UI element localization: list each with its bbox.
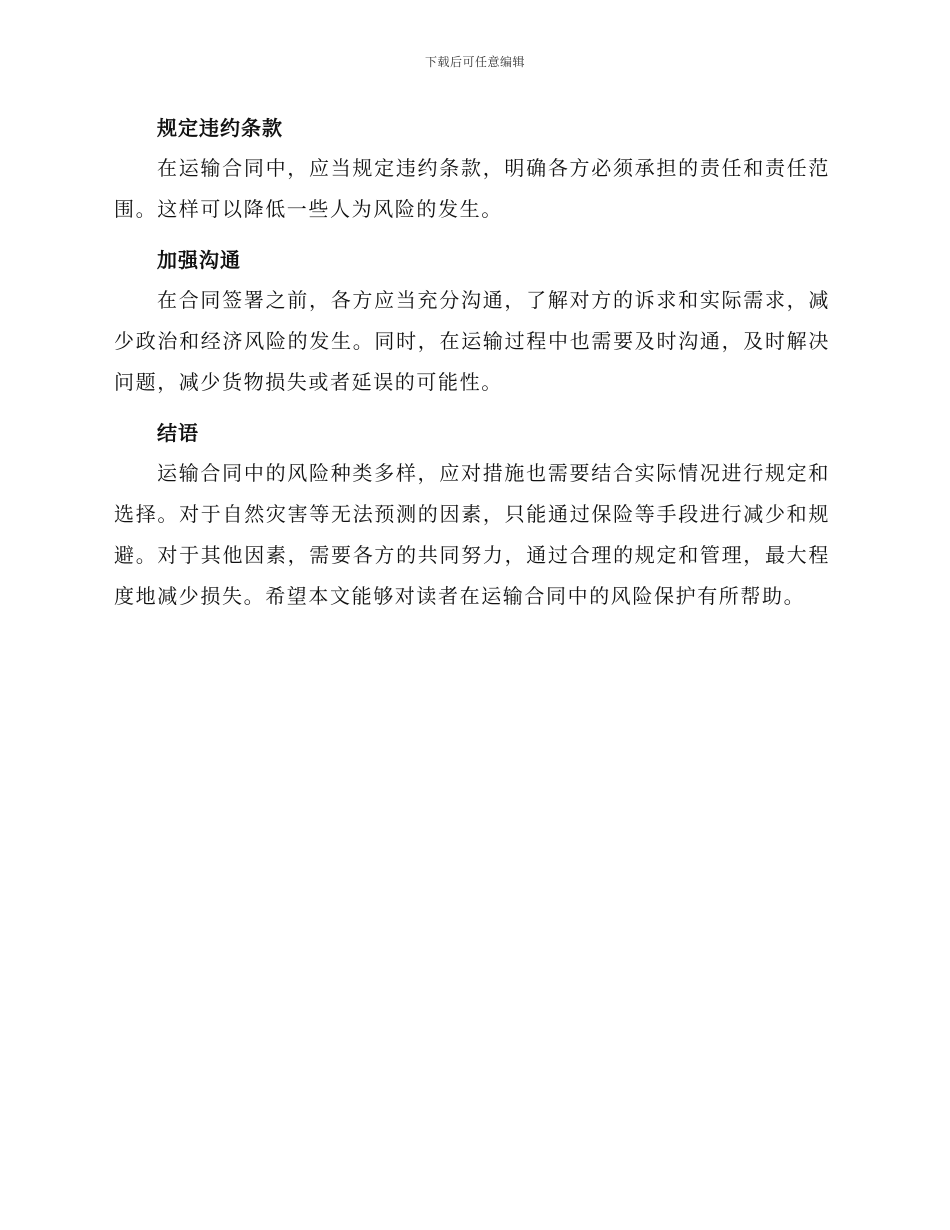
- document-body: [114, 108, 830, 625]
- section-communication: [114, 240, 830, 403]
- section-conclusion: [114, 413, 830, 617]
- section-heading: 规定违约条款: [157, 116, 283, 140]
- running-header: 下载后可任意编辑: [424, 55, 525, 69]
- section-paragraph: 在合同签署之前，各方应当充分沟通，了解对方的诉求和实际需求，减少政治和经济风险的发生。同时，在运输过程中也需要及时沟通，及时解决问题，减少货物损失或者延误的可能性。: [114, 288, 830, 394]
- section-paragraph: 运输合同中的风险种类多样，应对措施也需要结合实际情况进行规定和选择。对于自然灾害等无法预测的因素，只能通过保险等手段进行减少和规避。对于其他因素，需要各方的共同努力，通过合理的规定和管理，最大程度地减少损失。希望本文能够对读者在运输合同中的风险保护有所帮助。: [114, 461, 830, 608]
- section-heading: 加强沟通: [157, 248, 241, 272]
- section-heading: 结语: [157, 421, 199, 445]
- section-paragraph: 在运输合同中，应当规定违约条款，明确各方必须承担的责任和责任范围。这样可以降低一些人为风险的发生。: [114, 156, 830, 221]
- section-breach-clause: [114, 108, 830, 230]
